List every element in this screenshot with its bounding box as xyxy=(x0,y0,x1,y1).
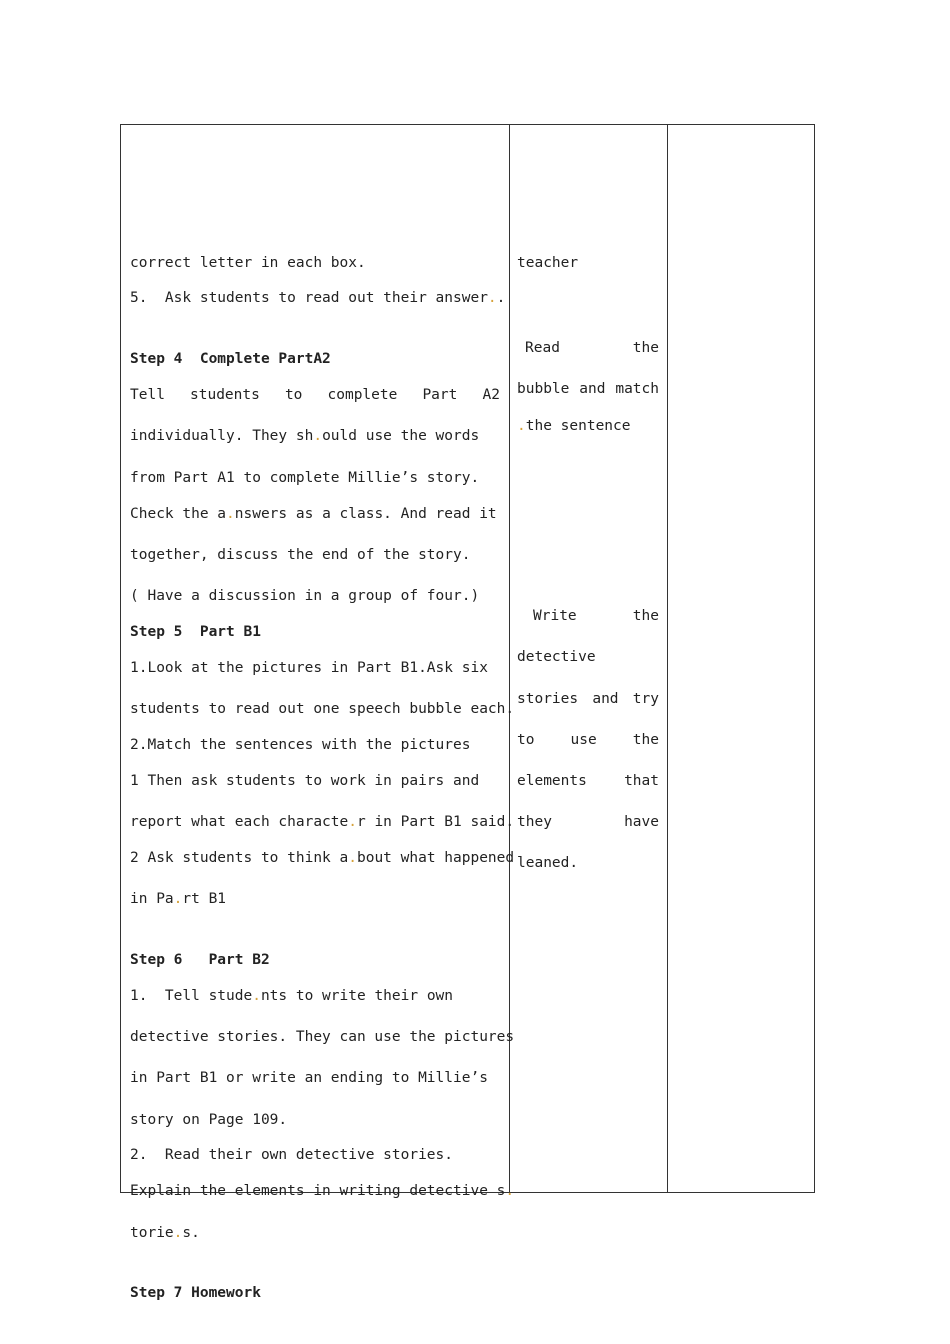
step-heading: Step 5 Part B1 xyxy=(130,624,261,640)
text-line: 2. Read their own detective stories. xyxy=(130,1147,454,1163)
text-line: ( Have a discussion in a group of four.) xyxy=(130,588,480,604)
text-line: 1. Tell stude.nts to write their own xyxy=(130,988,454,1004)
text-line: in Pa.rt B1 xyxy=(130,891,227,907)
text-line: report what each characte.r in Part B1 said. xyxy=(130,814,515,830)
student-activity-column xyxy=(509,125,668,1192)
text-line: story on Page 109. xyxy=(130,1112,288,1128)
text-line: correct letter in each box. xyxy=(130,255,366,271)
text-line: individually. They sh.ould use the words xyxy=(130,428,480,444)
text-line: elements that xyxy=(517,773,659,789)
text-line: detective stories. They can use the pictures xyxy=(130,1029,515,1045)
text-line: .the sentence xyxy=(517,418,631,434)
text-line: stories and try xyxy=(517,691,659,707)
text-line: 2 Ask students to think a.bout what happened xyxy=(130,850,515,866)
procedure-column xyxy=(121,125,515,1301)
step-heading: Step 7 Homework xyxy=(130,1285,261,1301)
text-line: torie.s. xyxy=(130,1225,200,1241)
text-line: 5. Ask students to read out their answer.. xyxy=(130,290,506,306)
text-line: bubble and match xyxy=(517,381,659,397)
text-line: teacher xyxy=(517,255,579,271)
text-line: 1 Then ask students to work in pairs and xyxy=(130,773,480,789)
step-heading: Step 6 Part B2 xyxy=(130,952,270,968)
notes-column xyxy=(667,125,814,1192)
text-line: Explain the elements in writing detective s. xyxy=(130,1183,515,1199)
text-line: 2.Match the sentences with the pictures xyxy=(130,737,471,753)
text-line: from Part A1 to complete Millie’s story. xyxy=(130,470,480,486)
text-line: Check the a.nswers as a class. And read it xyxy=(130,506,497,522)
lesson-plan-table xyxy=(120,124,815,1301)
step-heading: Step 4 Complete PartA2 xyxy=(130,351,331,367)
text-line: they have xyxy=(517,814,659,830)
text-line: Write the xyxy=(533,608,659,624)
text-line: in Part B1 or write an ending to Millie’s xyxy=(130,1070,488,1086)
text-line: together, discuss the end of the story. xyxy=(130,547,471,563)
text-line: Tell students to complete Part A2 xyxy=(130,387,500,403)
text-line: Read the xyxy=(525,340,659,356)
text-line: to use the xyxy=(517,732,659,748)
text-line: students to read out one speech bubble each. xyxy=(130,701,515,717)
text-line: detective xyxy=(517,649,596,665)
text-line: leaned. xyxy=(517,855,579,871)
text-line: 1.Look at the pictures in Part B1.Ask six xyxy=(130,660,488,676)
